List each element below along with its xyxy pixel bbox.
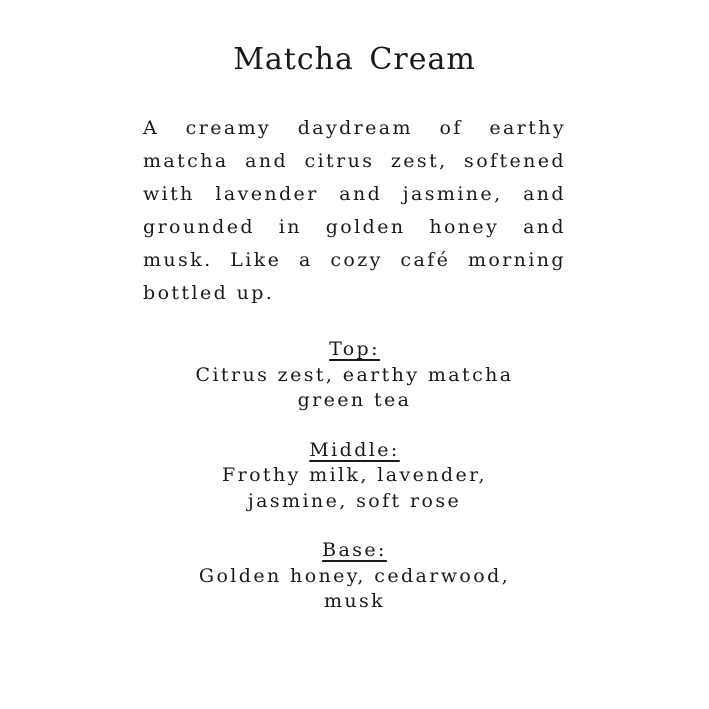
description-line-1: A creamy daydream of earthy bbox=[143, 117, 566, 139]
note-line-middle-1: Frothy milk, lavender, bbox=[222, 464, 487, 486]
note-group-top bbox=[0, 337, 709, 414]
description-line-5: musk. Like a cozy café morning bbox=[143, 249, 566, 271]
description-paragraph bbox=[143, 112, 566, 310]
note-line-top-1: Citrus zest, earthy matcha bbox=[195, 363, 514, 386]
note-header-middle: Middle: bbox=[309, 438, 400, 461]
note-header-top: Top: bbox=[329, 338, 380, 360]
page-title: Matcha Cream bbox=[233, 42, 476, 77]
description-line-3: with lavender and jasmine, and bbox=[143, 183, 566, 205]
note-line-base-2: musk bbox=[323, 590, 386, 612]
note-line-base-1: Golden honey, cedarwood, bbox=[198, 564, 511, 587]
description-line-6: bottled up. bbox=[143, 282, 275, 304]
fragrance-notes bbox=[0, 337, 709, 615]
description-line-4: grounded in golden honey and bbox=[143, 216, 566, 238]
note-group-middle bbox=[0, 438, 709, 515]
description-line-2: matcha and citrus zest, softened bbox=[143, 150, 566, 172]
note-line-middle-2: jasmine, soft rose bbox=[247, 489, 462, 512]
note-header-base: Base: bbox=[322, 539, 387, 561]
note-line-top-2: green tea bbox=[297, 389, 412, 411]
note-group-base bbox=[0, 538, 709, 615]
